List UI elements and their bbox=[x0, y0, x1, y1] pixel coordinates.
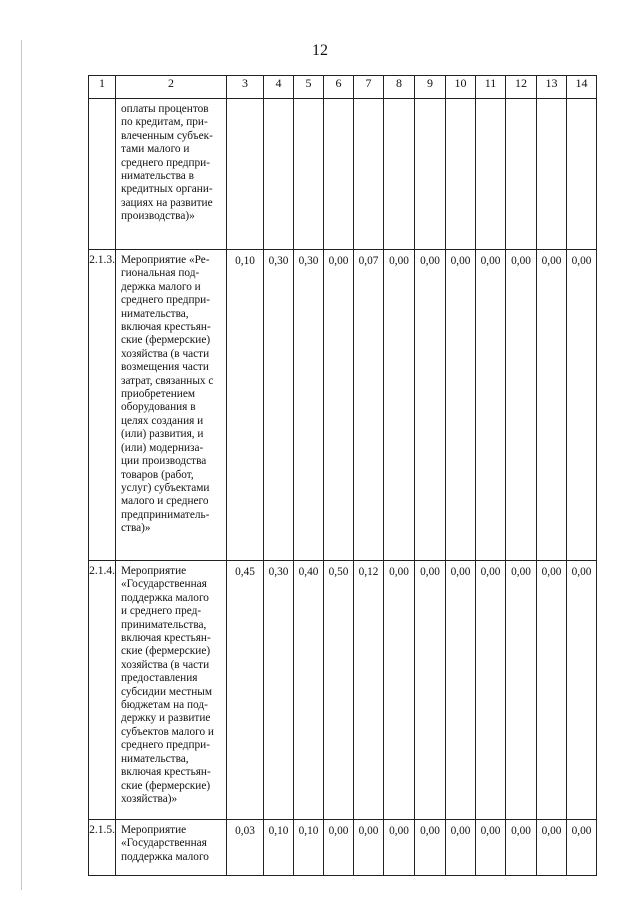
value-cell: 0,30 bbox=[264, 561, 294, 820]
value-cell: 0,00 bbox=[537, 561, 567, 820]
value-cell bbox=[567, 99, 597, 250]
value-cell: 0,30 bbox=[264, 250, 294, 561]
value-cell: 0,00 bbox=[446, 250, 476, 561]
value-cell: 0,00 bbox=[384, 820, 415, 876]
row-description: оплаты процентов по кредитам, при- влеченным субъек- тами малого и среднего предпри- нимательства в кредитных органи- зациях на развитие производства)» bbox=[116, 99, 227, 250]
value-cell bbox=[476, 99, 506, 250]
column-header: 13 bbox=[537, 76, 567, 99]
value-cell: 0,00 bbox=[446, 820, 476, 876]
column-header: 8 bbox=[384, 76, 415, 99]
value-cell: 0,50 bbox=[324, 561, 354, 820]
value-cell: 0,00 bbox=[415, 561, 446, 820]
column-header: 10 bbox=[446, 76, 476, 99]
value-cell: 0,00 bbox=[446, 561, 476, 820]
column-header: 14 bbox=[567, 76, 597, 99]
table-row bbox=[89, 99, 597, 250]
value-cell: 0,00 bbox=[384, 250, 415, 561]
value-cell: 0,40 bbox=[294, 561, 324, 820]
row-description: Мероприятие «Государственная поддержка малого и среднего пред- принимательства, включая крестьян- ские (фермерские) хозяйства (в части предоставления субсидии местным бюджетам на под- держку и развитие субъектов малого и среднего предпри- нимательства, включая крестьян- ские (фермерские) хозяйства)» bbox=[116, 561, 227, 820]
table-row bbox=[89, 820, 597, 876]
value-cell: 0,00 bbox=[567, 561, 597, 820]
column-header: 11 bbox=[476, 76, 506, 99]
value-cell bbox=[446, 99, 476, 250]
column-header: 9 bbox=[415, 76, 446, 99]
value-cell bbox=[264, 99, 294, 250]
scan-edge bbox=[21, 40, 22, 890]
value-cell: 0,00 bbox=[506, 561, 537, 820]
row-code: 2.1.3. bbox=[89, 250, 116, 561]
column-header: 12 bbox=[506, 76, 537, 99]
value-cell: 0,00 bbox=[415, 250, 446, 561]
column-header: 4 bbox=[264, 76, 294, 99]
value-cell bbox=[324, 99, 354, 250]
value-cell: 0,00 bbox=[324, 820, 354, 876]
column-header: 7 bbox=[354, 76, 384, 99]
value-cell bbox=[354, 99, 384, 250]
value-cell: 0,12 bbox=[354, 561, 384, 820]
column-header: 5 bbox=[294, 76, 324, 99]
value-cell: 0,10 bbox=[264, 820, 294, 876]
value-cell: 0,07 bbox=[354, 250, 384, 561]
row-description: Мероприятие «Ре- гиональная под- держка малого и среднего предпри- нимательства, включая крестьян- ские (фермерские) хозяйства (в части возмещения части затрат, связанных с приобретением оборудования в целях создания и (или) развития, и (или) модерниза- ции производства товаров (работ, услуг) субъектами малого и среднего предприниматель- ства)» bbox=[116, 250, 227, 561]
row-description: Мероприятие «Государственная поддержка малого bbox=[116, 820, 227, 876]
table-row bbox=[89, 250, 597, 561]
column-header: 6 bbox=[324, 76, 354, 99]
value-cell: 0,00 bbox=[537, 820, 567, 876]
value-cell: 0,00 bbox=[567, 250, 597, 561]
row-code bbox=[89, 99, 116, 250]
column-header: 2 bbox=[116, 76, 227, 99]
value-cell: 0,45 bbox=[227, 561, 264, 820]
value-cell: 0,00 bbox=[506, 820, 537, 876]
value-cell: 0,00 bbox=[476, 561, 506, 820]
value-cell bbox=[227, 99, 264, 250]
value-cell: 0,00 bbox=[354, 820, 384, 876]
value-cell bbox=[384, 99, 415, 250]
row-code: 2.1.4. bbox=[89, 561, 116, 820]
value-cell: 0,30 bbox=[294, 250, 324, 561]
value-cell bbox=[506, 99, 537, 250]
value-cell bbox=[294, 99, 324, 250]
value-cell: 0,00 bbox=[476, 250, 506, 561]
column-header: 1 bbox=[89, 76, 116, 99]
value-cell: 0,00 bbox=[506, 250, 537, 561]
row-code: 2.1.5. bbox=[89, 820, 116, 876]
value-cell: 0,00 bbox=[476, 820, 506, 876]
value-cell: 0,00 bbox=[567, 820, 597, 876]
value-cell bbox=[537, 99, 567, 250]
table-row bbox=[89, 561, 597, 820]
value-cell: 0,10 bbox=[294, 820, 324, 876]
value-cell: 0,03 bbox=[227, 820, 264, 876]
data-table bbox=[88, 75, 597, 876]
column-header: 3 bbox=[227, 76, 264, 99]
value-cell: 0,10 bbox=[227, 250, 264, 561]
value-cell: 0,00 bbox=[324, 250, 354, 561]
value-cell: 0,00 bbox=[537, 250, 567, 561]
value-cell bbox=[415, 99, 446, 250]
value-cell: 0,00 bbox=[415, 820, 446, 876]
value-cell: 0,00 bbox=[384, 561, 415, 820]
page-number: 12 bbox=[312, 42, 328, 59]
header-row bbox=[89, 76, 597, 99]
